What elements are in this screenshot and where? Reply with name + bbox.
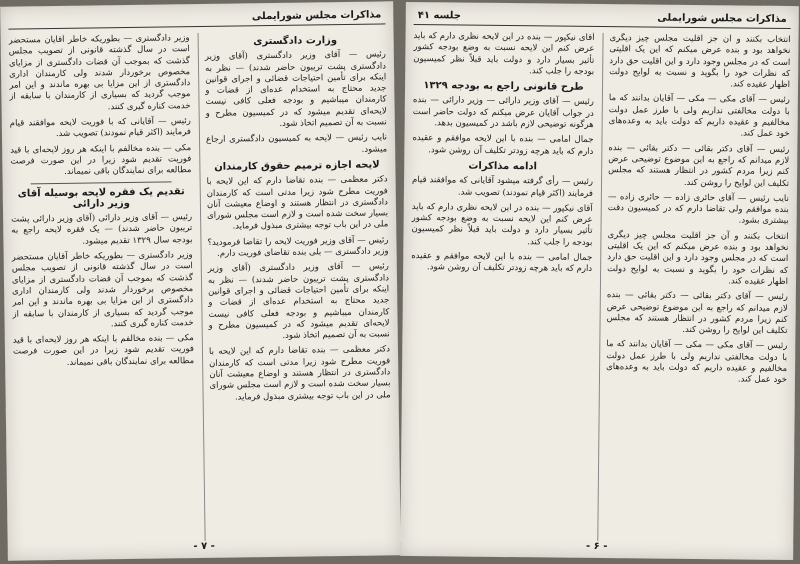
left-page-column-left [9, 33, 197, 543]
paragraph: انتخاب بکنند و آن جز اقلیت مجلس چیز دیگری نخواهد بود و بنده عرض میکنم که این یک اقلیتی است که در مجلس وجود دارد و این اقلیت حق دارد که نظرات خود را بگوید و نسبت به لوایح دولت اظهار عقیده کند. [609, 33, 791, 91]
paragraph: رئیس — آقای دکتر بقائی — دکتر بقائی — بنده لازم میدانم که راجع به این موضوع توضیحی عرض کنم زیرا مردم کشور در انتظار هستند که مجلس تکلیف این لوایح را روشن کند. [608, 142, 790, 189]
paragraph: نایب رئیس — لایحه به کمیسیون دادگستری ارجاع میشود. [205, 132, 388, 155]
left-page-number: - ۷ - [193, 540, 215, 553]
left-page [0, 1, 401, 560]
paragraph: وزیر دادگستری — بطوریکه خاطر آقایان مستحضر است در سال گذشته قانونی از تصویب مجلس گذشت که بموجب آن قضات دادگستری از مزایای مخصوص برخوردار شدند ولی کارمندان اداری دادگستری از این مزایا بی بهره ماندند و این امر موجب گردید که بسیاری از کارمندان با سابقه از خدمت کناره گیری کنند. [11, 250, 194, 330]
right-page-number: - ۶ - [585, 540, 608, 553]
paragraph: رئیس — آقای وزیر فوریت لایحه را تقاضا فرمودید؟ وزیر دادگستری — بلی بنده تقاضای فوریت دارم. [207, 235, 389, 259]
paragraph: دکتر معظمی — بنده تقاضا دارم که این لایحه با فوریت مطرح شود زیرا مدتی است که کارمندان دادگستری در انتظار هستند و اوضاع معیشت آنان بسیار سخت شده است و لازم است مجلس شورای ملی در این باب توجه بیشتری مبذول فرماید. [208, 344, 391, 403]
right-page-header [414, 8, 791, 29]
paragraph: جمال امامی — بنده با این لایحه موافقم و عقیده دارم که باید هرچه زودتر تکلیف آن روشن شود. [412, 133, 594, 157]
left-page-column-right [198, 30, 393, 541]
section-heading: وزارت دادگستری [253, 35, 338, 48]
paragraph: جمال امامی — بنده با این لایحه موافقم و عقیده دارم که باید هرچه زودتر تکلیف آن روشن شود. [411, 251, 593, 275]
left-header-title: مذاکرات مجلس شورایملی [251, 9, 382, 23]
section-heading: ادامه مذاکرات [468, 160, 538, 173]
right-page-column-left [408, 31, 594, 541]
right-header-title: مذاکرات مجلس شورایملی [657, 12, 787, 25]
paragraph: رئیس — آقای وزیر دادگستری (آقای وزیر دادگستری پشت تریبون حاضر شدند) — نظر به اینکه برای تأمین احتیاجات قضائی و اجرای قوانین جدید محتاج به استخدام عده‌ای از قضات و کارمندان میباشیم و بودجه فعلی کافی نیست لایحه‌ای تقدیم میشود که در کمیسیون مطرح و نسبت به آن تصمیم اتخاذ شود. [207, 261, 390, 341]
right-page-columns [408, 31, 790, 543]
section-heading: طرح قانونی راجع به بودجه ۱۳۲۹ [423, 80, 584, 94]
paragraph: مکی — بنده مخالفم با اینکه هر روز لایحه‌ای با قید فوریت تقدیم شود زیرا در این صورت فرصت مطالعه برای نمایندگان باقی نمیماند. [12, 333, 195, 368]
paragraph: انتخاب بکنند و آن جز اقلیت مجلس چیز دیگری نخواهد بود و بنده عرض میکنم که این یک اقلیتی است که در مجلس وجود دارد و این اقلیت حق دارد که نظرات خود را بگوید و نسبت به لوایح دولت اظهار عقیده کند. [607, 229, 789, 287]
paragraph: مکی — بنده مخالفم با اینکه هر روز لایحه‌ای با قید فوریت تقدیم شود زیرا در این صورت فرصت مطالعه برای نمایندگان باقی نمیماند. [10, 142, 192, 178]
paragraph: رئیس — آقای وزیر دارائی — وزیر دارائی — بنده در جواب آقایان عرض میکنم که دولت حاضر است هرگونه توضیحی لازم باشد در کمیسیون بدهد. [412, 95, 594, 131]
left-page-header [8, 7, 385, 29]
paragraph: رئیس — آقایانی که با فوریت لایحه موافقند قیام فرمایند (اکثر قیام نمودند) تصویب شد. [9, 116, 191, 140]
right-header-session: جلسه ۴۱ [417, 10, 462, 22]
left-page-columns [9, 30, 393, 543]
right-page [400, 2, 799, 560]
paragraph: آقای نیکپور — بنده در این لایحه نظری دارم که باید عرض کنم این لایحه نسبت به وضع بودجه کشور تأثیر بسیار دارد و دولت باید قبلاً نظر کمیسیون بودجه را جلب کند. [411, 201, 593, 248]
paragraph: وزیر دادگستری — بطوریکه خاطر آقایان مستحضر است در سال گذشته قانونی از تصویب مجلس گذشت که بموجب آن قضات دادگستری از مزایای مخصوص برخوردار شدند ولی کارمندان اداری دادگستری از این مزایا بی بهره ماندند و این امر موجب گردید که بسیاری از کارمندان با سابقه از خدمت کناره گیری کنند. [8, 33, 191, 113]
paragraph: نایب رئیس — آقای حائری زاده — حائری زاده — بنده موافقم ولی تقاضا دارم که در کمیسیون دقت بیشتری بشود. [607, 191, 789, 227]
paragraph: رئیس — آقای مکی — مکی — آقایان بدانند که ما با دولت مخالفتی نداریم ولی با طرز عمل دولت مخالفیم و عقیده داریم که دولت باید به وعده‌های خود عمل کند. [608, 93, 790, 140]
paragraph: رئیس — آقای دکتر بقائی — دکتر بقائی — بنده لازم میدانم که راجع به این موضوع توضیحی عرض کنم زیرا مردم کشور در انتظار هستند که مجلس تکلیف این لوایح را روشن کند. [606, 290, 788, 337]
right-page-column-right [597, 33, 790, 543]
paragraph: دکتر معظمی — بنده تقاضا دارم که این لایحه با فوریت مطرح شود زیرا مدتی است که کارمندان دادگستری در انتظار هستند و اوضاع معیشت آنان بسیار سخت شده است و لازم است مجلس شورای ملی در این باب توجه بیشتری مبذول فرماید. [206, 174, 389, 232]
paragraph: رئیس — آقای وزیر دارائی (آقای وزیر دارائی پشت تریبون حاضر شدند) — یک فقره لایحه راجع به بودجه سال ۱۳۲۹ تقدیم میشود. [11, 212, 193, 247]
paragraph: آقای نیکپور — بنده در این لایحه نظری دارم که باید عرض کنم این لایحه نسبت به وضع بودجه کشور تأثیر بسیار دارد و دولت باید قبلاً نظر کمیسیون بودجه را جلب کند. [413, 31, 595, 77]
paragraph: رئیس — آقای وزیر دادگستری (آقای وزیر دادگستری پشت تریبون حاضر شدند) — نظر به اینکه برای تأمین احتیاجات قضائی و اجرای قوانین جدید محتاج به استخدام عده‌ای از قضات و کارمندان میباشیم و بودجه فعلی کافی نیست لایحه‌ای تقدیم میشود که در کمیسیون مطرح و نسبت به آن تصمیم اتخاذ شود. [204, 49, 387, 129]
section-heading: تقدیم یک فقره لایحه بوسیله آقای وزیر دارائی [17, 185, 185, 210]
divider [31, 181, 172, 184]
paragraph: رئیس — آقای مکی — مکی — آقایان بدانند که ما با دولت مخالفتی نداریم ولی با طرز عمل دولت مخالفیم و عقیده داریم که دولت باید به وعده‌های خود عمل کند. [606, 339, 788, 386]
section-heading: لایحه اجازه ترمیم حقوق کارمندان [214, 159, 380, 173]
paragraph: رئیس — رأی گرفته میشود آقایانی که موافقند قیام فرمایند (اکثر قیام نمودند) تصویب شد. [411, 175, 594, 199]
